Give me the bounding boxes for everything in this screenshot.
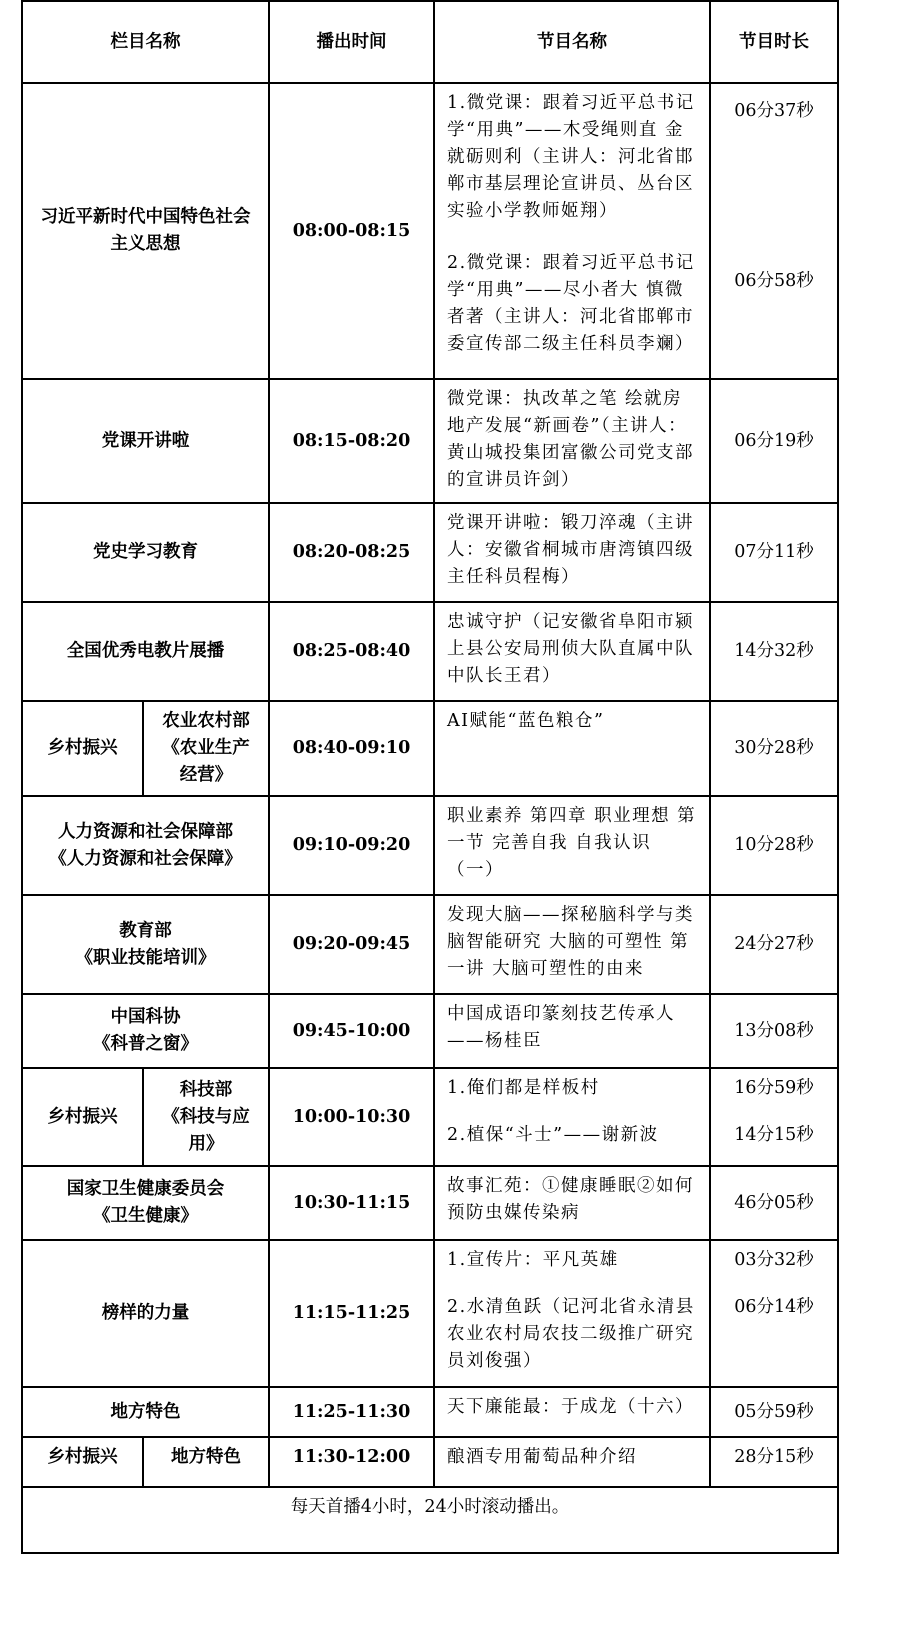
program-name-cell: 天下廉能最：于成龙（十六） (434, 1387, 710, 1437)
program-name-cell (434, 83, 710, 379)
duration-cell (710, 1068, 838, 1166)
column-name-line: 农业农村部 (162, 711, 250, 731)
column-name-cell (143, 701, 269, 796)
duration-cell: 10分28秒 (710, 796, 838, 895)
column-name-line: 中国科协 (110, 1007, 181, 1027)
air-time-cell: 09:20-09:45 (269, 895, 434, 994)
program-name-cell: 忠诚守护（记安徽省阜阳市颍上县公安局刑侦大队直属中队中队长王君） (434, 602, 710, 701)
program-item: 1.微党课：跟着习近平总书记学“用典”——木受绳则直 金就砺则利（主讲人：河北省邯郸市基层理论宣讲员、丛台区实验小学教师姬翔） (447, 93, 695, 221)
duration-cell: 30分28秒 (710, 701, 838, 796)
table-row (22, 1437, 838, 1487)
column-name-cell (22, 994, 269, 1068)
column-name-cell: 党史学习教育 (22, 503, 269, 602)
program-name-cell: 故事汇苑：①健康睡眠②如何预防虫媒传染病 (434, 1166, 710, 1240)
table-row (22, 994, 838, 1068)
program-name-cell: 党课开讲啦：锻刀淬魂（主讲人：安徽省桐城市唐湾镇四级主任科员程梅） (434, 503, 710, 602)
header-air-time: 播出时间 (269, 1, 434, 83)
column-name-line: 科技部 (179, 1079, 233, 1100)
duration-cell: 46分05秒 (710, 1166, 838, 1240)
duration-cell: 14分32秒 (710, 602, 838, 701)
column-name-cell: 地方特色 (143, 1437, 269, 1487)
column-name-cell: 党课开讲啦 (22, 379, 269, 503)
table-row (22, 1068, 838, 1166)
program-name-cell: 职业素养 第四章 职业理想 第一节 完善自我 自我认识（一） (434, 796, 710, 895)
column-name-line: 《人力资源和社会保障》 (49, 848, 242, 869)
program-name-cell (434, 1240, 710, 1387)
program-item: 2.水清鱼跃（记河北省永清县农业农村局农技二级推广研究员刘俊强） (447, 1297, 695, 1371)
program-schedule-table (21, 0, 839, 1554)
air-time-cell: 10:30-11:15 (269, 1166, 434, 1240)
table-row (22, 895, 838, 994)
duration-item: 06分37秒 (734, 101, 814, 121)
program-name-cell: 发现大脑——探秘脑科学与类脑智能研究 大脑的可塑性 第一讲 大脑可塑性的由来 (434, 895, 710, 994)
duration-item: 14分15秒 (734, 1125, 814, 1145)
table-row (22, 1387, 838, 1437)
table-row (22, 83, 838, 379)
duration-cell: 13分08秒 (710, 994, 838, 1068)
air-time-cell: 08:00-08:15 (269, 83, 434, 379)
air-time-cell: 11:30-12:00 (269, 1437, 434, 1487)
air-time-cell: 08:15-08:20 (269, 379, 434, 503)
air-time-cell: 11:25-11:30 (269, 1387, 434, 1437)
duration-cell: 07分11秒 (710, 503, 838, 602)
group-cell: 乡村振兴 (22, 701, 143, 796)
column-name-line: 人力资源和社会保障部 (58, 821, 233, 842)
column-name-line: 《科技与应用》 (162, 1106, 250, 1154)
program-name-cell: AI赋能“蓝色粮仓” (434, 701, 710, 796)
duration-cell: 24分27秒 (710, 895, 838, 994)
group-cell: 乡村振兴 (22, 1437, 143, 1487)
duration-item: 03分32秒 (734, 1250, 814, 1270)
air-time-cell: 11:15-11:25 (269, 1240, 434, 1387)
program-item: 1.宣传片：平凡英雄 (447, 1250, 619, 1270)
column-name-cell: 习近平新时代中国特色社会主义思想 (22, 83, 269, 379)
column-name-cell (22, 895, 269, 994)
table-row (22, 1240, 838, 1387)
program-name-cell (434, 1068, 710, 1166)
table-row (22, 379, 838, 503)
program-name-cell: 酿酒专用葡萄品种介绍 (434, 1437, 710, 1487)
group-cell: 乡村振兴 (22, 1068, 143, 1166)
footer-row (22, 1487, 838, 1553)
header-duration: 节目时长 (710, 1, 838, 83)
column-name-line: 《职业技能培训》 (75, 947, 216, 968)
air-time-cell: 08:25-08:40 (269, 602, 434, 701)
table-row (22, 701, 838, 796)
air-time-cell: 09:10-09:20 (269, 796, 434, 895)
header-program-name: 节目名称 (434, 1, 710, 83)
duration-cell: 28分15秒 (710, 1437, 838, 1487)
duration-cell (710, 1240, 838, 1387)
program-item: 1.俺们都是样板村 (447, 1078, 600, 1098)
column-name-cell (22, 1166, 269, 1240)
table-row (22, 503, 838, 602)
program-name-cell: 微党课：执改革之笔 绘就房地产发展“新画卷”（主讲人：黄山城投集团富徽公司党支部的宣讲员许剑） (434, 379, 710, 503)
column-name-cell (143, 1068, 269, 1166)
duration-cell: 06分19秒 (710, 379, 838, 503)
footer-note: 每天首播4小时，24小时滚动播出。 (22, 1487, 838, 1553)
column-name-cell: 地方特色 (22, 1387, 269, 1437)
program-name-cell: 中国成语印篆刻技艺传承人——杨桂臣 (434, 994, 710, 1068)
duration-cell (710, 83, 838, 379)
duration-item: 06分14秒 (734, 1297, 814, 1317)
table-row (22, 602, 838, 701)
header-row (22, 1, 838, 83)
air-time-cell: 08:20-08:25 (269, 503, 434, 602)
column-name-line: 国家卫生健康委员会 (66, 1179, 225, 1199)
column-name-cell (22, 796, 269, 895)
column-name-line: 《卫生健康》 (93, 1206, 198, 1226)
table-row (22, 1166, 838, 1240)
column-name-cell: 全国优秀电教片展播 (22, 602, 269, 701)
duration-cell: 05分59秒 (710, 1387, 838, 1437)
air-time-cell: 08:40-09:10 (269, 701, 434, 796)
column-name-line: 《农业生产经营》 (162, 738, 250, 785)
duration-item: 06分58秒 (734, 271, 814, 291)
program-item: 2.微党课：跟着习近平总书记学“用典”——尽小者大 慎微者著（主讲人：河北省邯郸市委宣传部二级主任科员李斓） (447, 253, 695, 354)
column-name-line: 教育部 (119, 920, 172, 941)
column-name-line: 《科普之窗》 (93, 1034, 198, 1054)
table-row (22, 796, 838, 895)
air-time-cell: 09:45-10:00 (269, 994, 434, 1068)
header-column-name: 栏目名称 (22, 1, 269, 83)
duration-item: 16分59秒 (734, 1078, 814, 1098)
program-item: 2.植保“斗士”——谢新波 (447, 1125, 659, 1145)
column-name-cell: 榜样的力量 (22, 1240, 269, 1387)
air-time-cell: 10:00-10:30 (269, 1068, 434, 1166)
